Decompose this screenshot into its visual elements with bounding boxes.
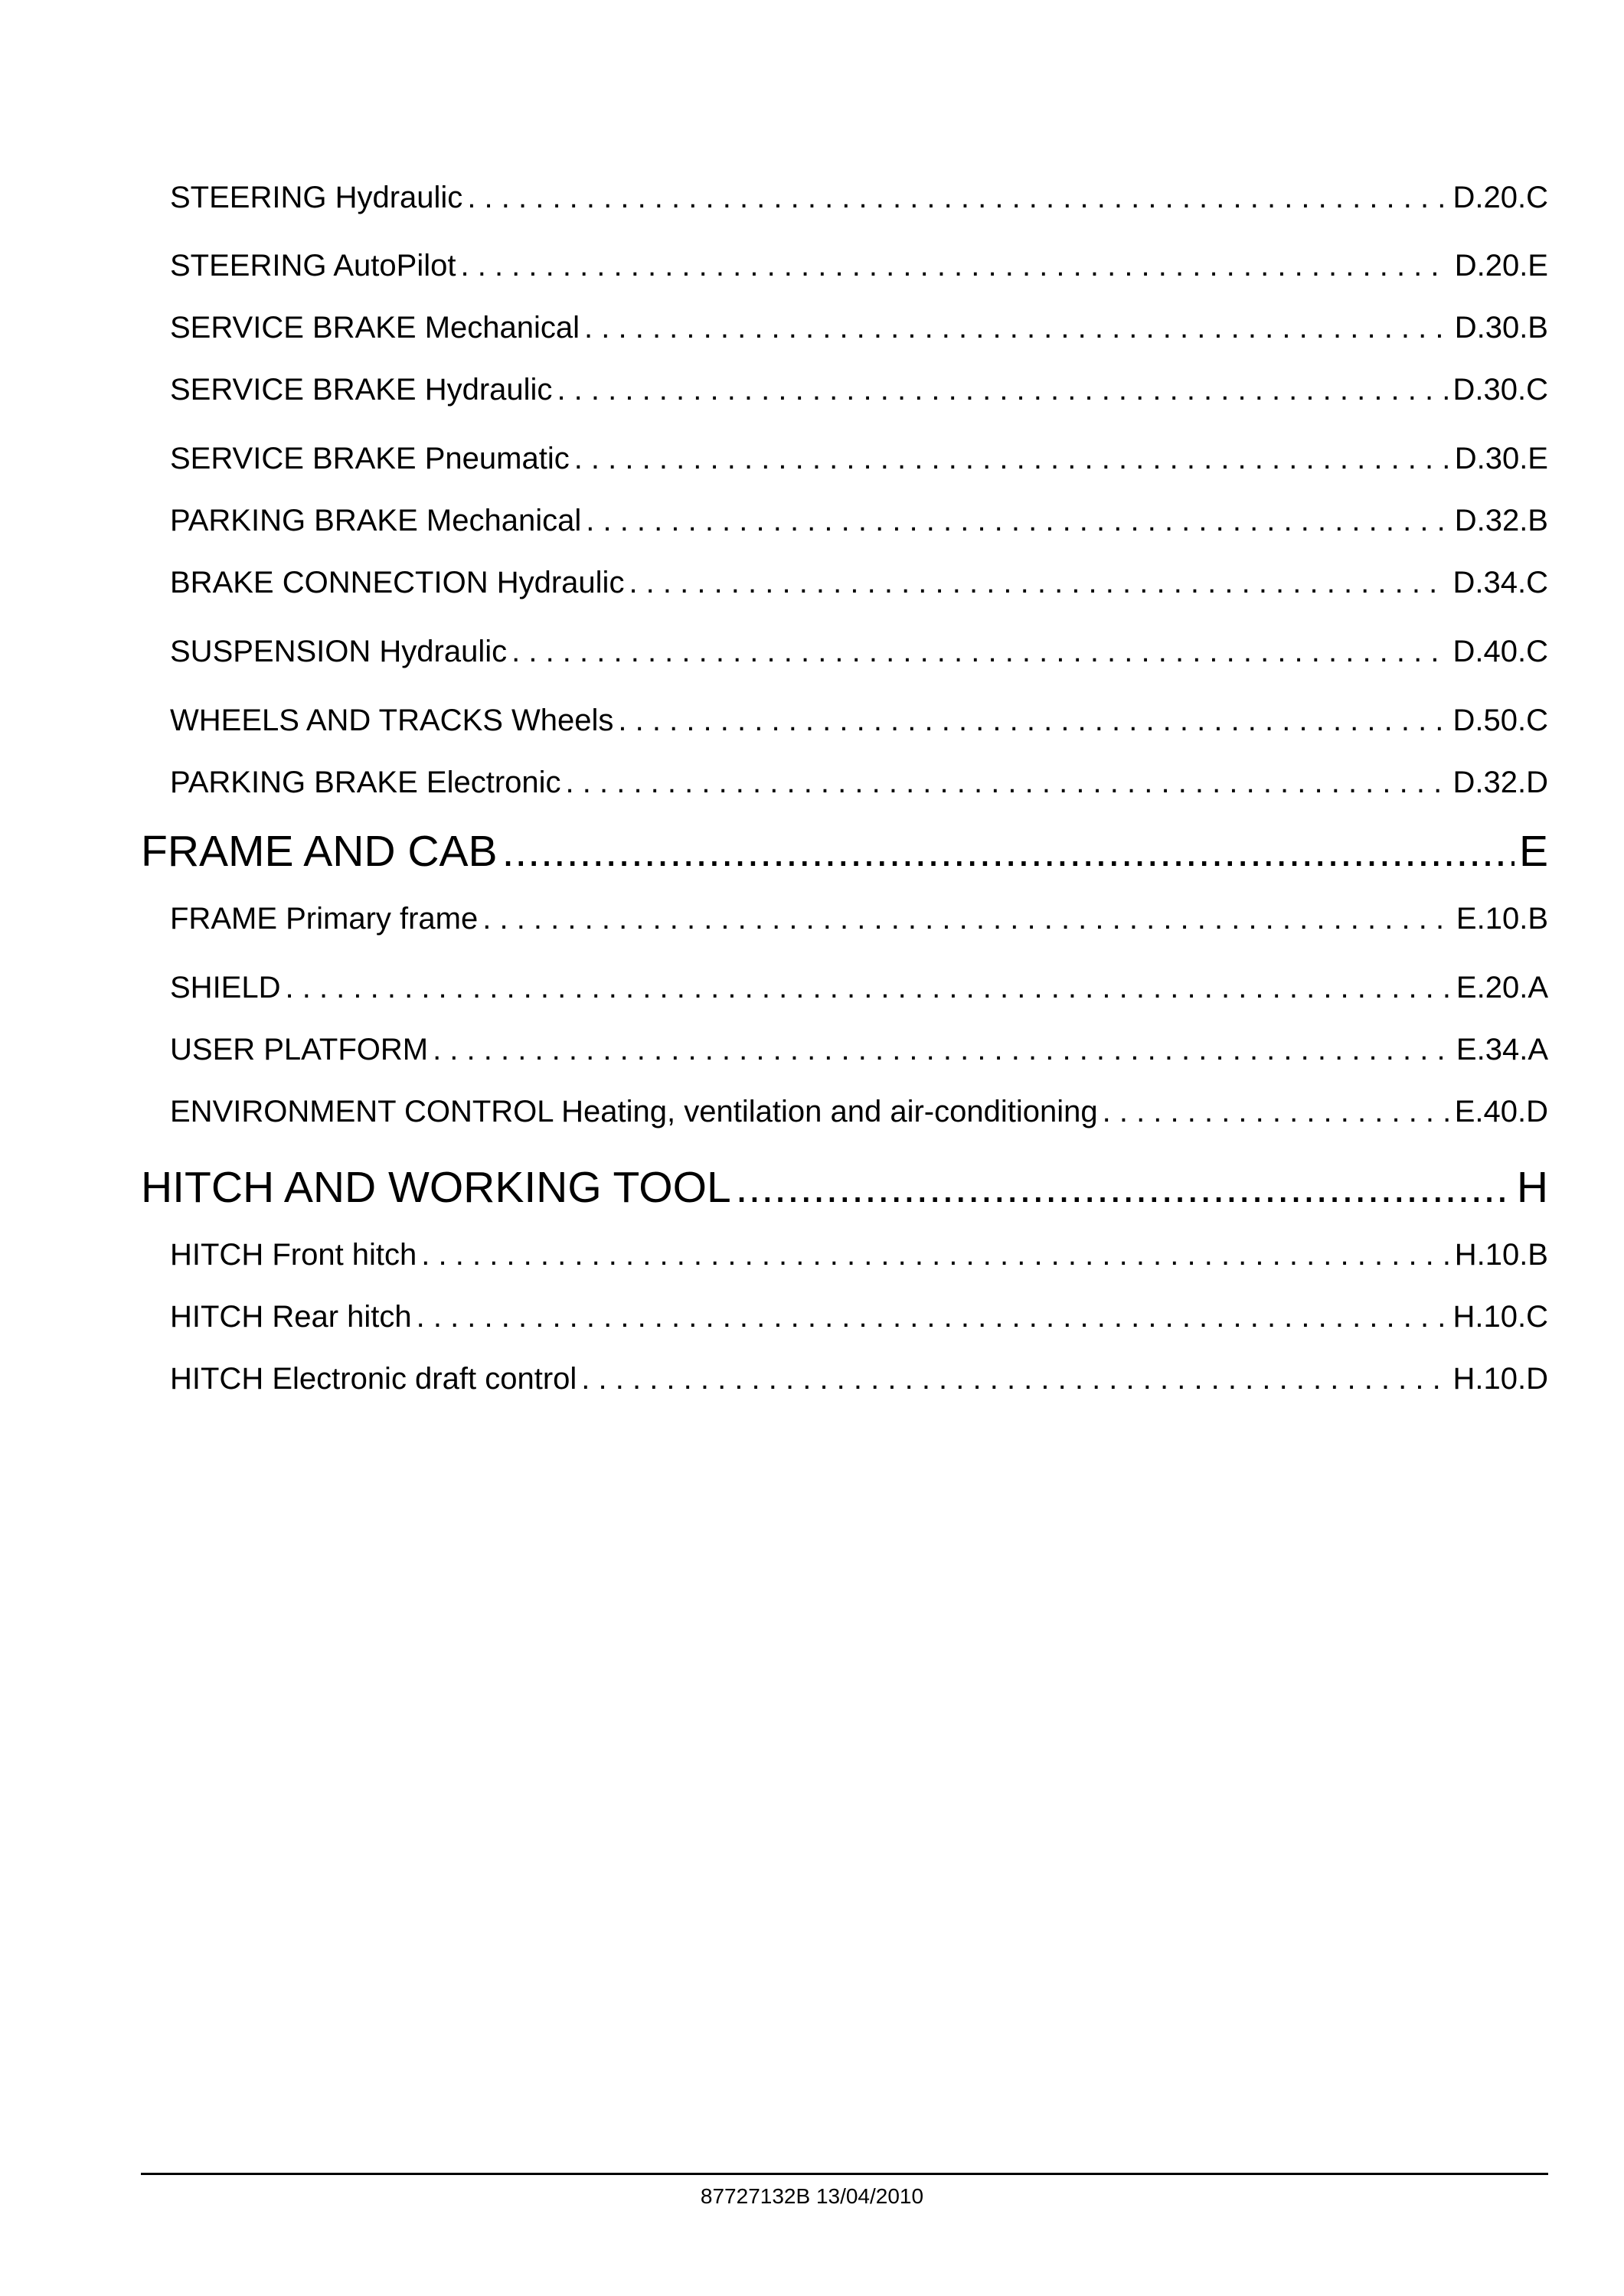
dot-leader [584,306,1450,349]
toc-entry[interactable] [170,1028,1548,1071]
toc-entry[interactable] [170,761,1548,804]
toc-section-heading[interactable] [141,1158,1548,1217]
dot-leader [502,822,1515,880]
toc-entry-title: HITCH Rear hitch [170,1300,412,1334]
toc-entry-title: WHEELS AND TRACKS Wheels [170,704,614,737]
toc-entry-title: USER PLATFORM [170,1033,429,1066]
toc-entry[interactable] [170,306,1548,349]
dot-leader [566,761,1449,804]
toc-entry-page: D.30.B [1454,311,1548,345]
toc-entry[interactable] [170,897,1548,940]
toc-entry[interactable] [170,1233,1548,1276]
toc-entry[interactable] [170,561,1548,604]
toc-entry-page: D.32.D [1452,766,1548,799]
dot-leader [511,630,1448,673]
dot-leader [417,1295,1449,1338]
dot-leader [286,966,1452,1009]
dot-leader [629,561,1448,604]
toc-entry-title: SERVICE BRAKE Hydraulic [170,373,553,407]
toc-entry[interactable] [170,368,1548,411]
toc-entry-page: E.40.D [1454,1095,1548,1128]
footer-divider [141,2173,1548,2175]
dot-leader [618,699,1448,742]
dot-leader [433,1028,1452,1071]
toc-entry-page: D.20.C [1452,181,1548,214]
footer-document-id: 87727132B 13/04/2010 [700,2184,924,2208]
toc-entry[interactable] [170,499,1548,542]
dot-leader [586,499,1449,542]
toc-entry-page: D.30.E [1454,442,1548,475]
dot-leader [736,1158,1512,1217]
toc-entry-page: D.50.C [1452,704,1548,737]
toc-entry-title: SERVICE BRAKE Mechanical [170,311,580,345]
toc-entry-page: D.30.C [1452,373,1548,407]
toc-entry-page: E.20.A [1456,971,1548,1004]
toc-entry-title: HITCH Electronic draft control [170,1362,577,1396]
toc-section-heading[interactable] [141,822,1548,880]
toc-entry[interactable] [170,1357,1548,1400]
dot-leader [574,437,1450,480]
dot-leader [1103,1090,1450,1133]
toc-entry[interactable] [170,437,1548,480]
toc-section-page: E [1518,827,1548,876]
toc-section-title: HITCH AND WORKING TOOL [141,1163,731,1212]
dot-leader [557,368,1448,411]
toc-entry[interactable] [170,1090,1548,1133]
toc-entry-page: H.10.D [1452,1362,1548,1396]
toc-entry-title: ENVIRONMENT CONTROL Heating, ventilation and air-conditioning [170,1095,1098,1128]
toc-entry-title: BRAKE CONNECTION Hydraulic [170,566,625,599]
toc-entry[interactable] [170,244,1548,287]
toc-entry[interactable] [170,630,1548,673]
toc-entry-title: HITCH Front hitch [170,1238,417,1272]
toc-section-page: H [1516,1163,1548,1212]
toc-section-title: FRAME AND CAB [141,827,498,876]
toc-entry-page: H.10.C [1452,1300,1548,1334]
toc-entry-title: SERVICE BRAKE Pneumatic [170,442,570,475]
toc-entry[interactable] [170,699,1548,742]
toc-entry-title: SUSPENSION Hydraulic [170,635,508,668]
dot-leader [421,1233,1449,1276]
toc-entry-page: D.20.E [1454,249,1548,283]
dot-leader [467,176,1448,219]
toc-entry-title: STEERING AutoPilot [170,249,456,283]
toc-entry-page: D.40.C [1452,635,1548,668]
toc-entry[interactable] [170,966,1548,1009]
dot-leader [460,244,1449,287]
toc-entry-page: D.32.B [1454,504,1548,537]
toc-entry-page: D.34.C [1452,566,1548,599]
toc-entry-page: E.34.A [1456,1033,1548,1066]
toc-entry-title: PARKING BRAKE Mechanical [170,504,582,537]
toc-entry-page: E.10.B [1456,902,1548,936]
dot-leader [581,1357,1448,1400]
toc-entry-page: H.10.B [1454,1238,1548,1272]
toc-entry-title: SHIELD [170,971,281,1004]
dot-leader [482,897,1452,940]
toc-entry[interactable] [170,176,1548,219]
toc-entry-title: PARKING BRAKE Electronic [170,766,561,799]
toc-entry-title: FRAME Primary frame [170,902,479,936]
toc-entry[interactable] [170,1295,1548,1338]
toc-entry-title: STEERING Hydraulic [170,181,463,214]
